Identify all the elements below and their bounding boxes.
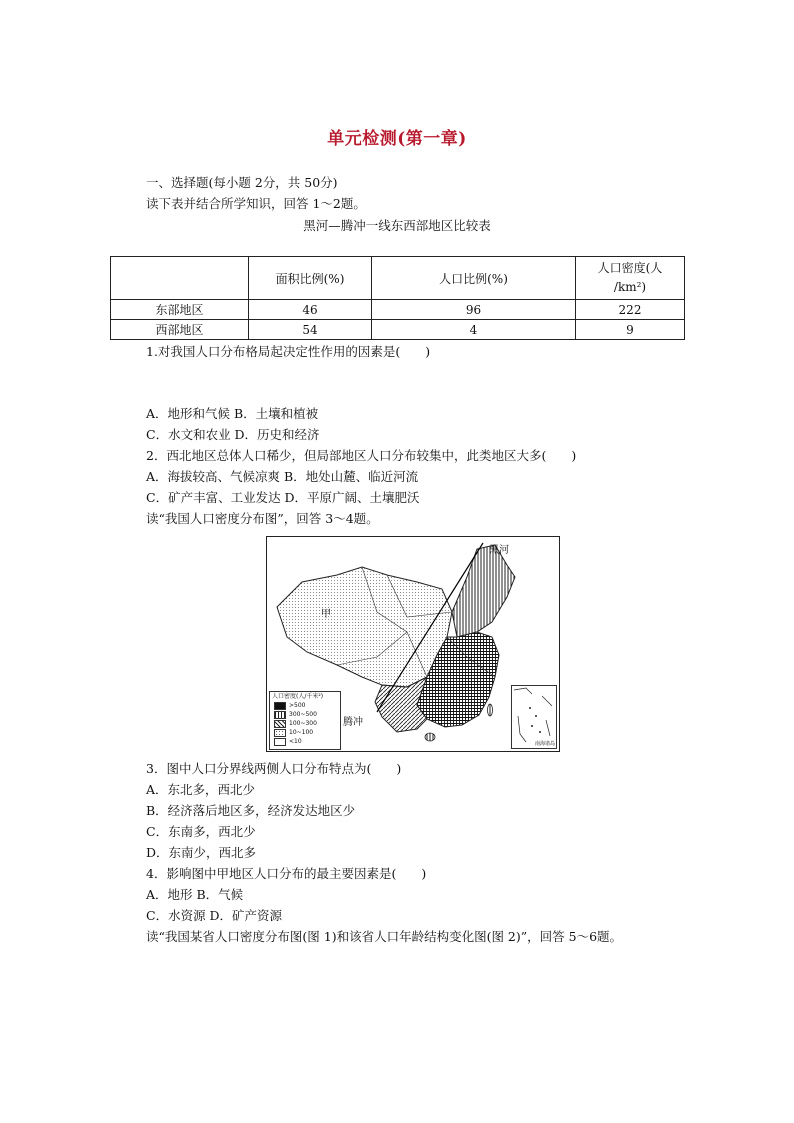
legend-swatch: [274, 729, 286, 737]
question-3-option-a: A．东北多，西北少: [146, 782, 256, 797]
instruction-text: 读“我国某省人口密度分布图(图 1)和该省人口年龄结构变化图(图 2)”，回答 5～6题。: [146, 929, 623, 944]
table-cell: 4: [372, 320, 576, 340]
section-heading: 一、选择题(每小题 2分，共 50分): [146, 175, 338, 190]
northeast-region: [452, 545, 515, 637]
legend-item: [270, 719, 340, 728]
table-cell: 222: [576, 300, 685, 320]
legend-label: 100~300: [289, 720, 317, 727]
question-3-option-d: D．东南少，西北多: [146, 845, 257, 860]
legend-label: 300~500: [289, 711, 317, 718]
question-1-options-cd: C．水文和农业 D．历史和经济: [146, 427, 320, 442]
label-tengchong: 腾冲: [343, 717, 363, 728]
legend-item: [270, 737, 340, 746]
question-2-options-cd: C．矿产丰富、工业发达 D．平原广阔、土壤肥沃: [146, 490, 420, 505]
question-4-options-ab: A．地形 B．气候: [146, 887, 244, 902]
legend-swatch: [274, 702, 286, 710]
instruction-text: 读“我国人口密度分布图”，回答 3～4题。: [146, 511, 379, 526]
hainan-island: [425, 733, 435, 741]
header-density-line1: 人口密度(人: [597, 261, 663, 275]
table-cell: 9: [576, 320, 685, 340]
page-title: 单元检测(第一章): [327, 129, 467, 149]
table-header-cell: 面积比例(%): [249, 257, 372, 300]
question-2-options-ab: A．海拔较高、气候凉爽 B．地处山麓、临近河流: [146, 469, 419, 484]
legend-swatch: [274, 711, 286, 719]
map-legend: [269, 691, 341, 750]
question-2-stem: 2．西北地区总体人口稀少，但局部地区人口分布较集中，此类地区大多( ): [146, 448, 577, 463]
comparison-table: [110, 256, 685, 340]
question-3-option-c: C．东南多，西北少: [146, 824, 256, 839]
legend-label: >500: [289, 702, 306, 709]
legend-swatch: [274, 738, 286, 746]
inset-drawing: [512, 686, 556, 748]
header-density-line2: /km²): [613, 280, 647, 294]
taiwan-island: [488, 704, 493, 716]
table-cell: 96: [372, 300, 576, 320]
table-cell: 东部地区: [111, 300, 249, 320]
question-3-stem: 3．图中人口分界线两侧人口分布特点为( ): [146, 761, 402, 776]
table-header-cell: 人口比例(%): [372, 257, 576, 300]
south-china-sea-inset: [511, 685, 557, 749]
table-row: [111, 320, 685, 340]
legend-label: 10~100: [289, 729, 314, 736]
table-header-cell: [111, 257, 249, 300]
legend-title: 人口密度(人/千米²): [272, 693, 324, 700]
label-heihe: 黑河: [489, 545, 509, 556]
instruction-text: 读下表并结合所学知识，回答 1～2题。: [146, 196, 366, 211]
question-1-stem: 1.对我国人口分布格局起决定性作用的因素是( ): [146, 344, 431, 359]
table-cell: 54: [249, 320, 372, 340]
legend-item: [270, 728, 340, 737]
table-cell: 46: [249, 300, 372, 320]
population-density-map: [266, 536, 560, 752]
table-header-row: [111, 257, 685, 300]
table-row: [111, 300, 685, 320]
question-1-options-ab: A．地形和气候 B．土壤和植被: [146, 406, 319, 421]
table-caption: 黑河—腾冲一线东西部地区比较表: [303, 218, 491, 233]
table-cell: 西部地区: [111, 320, 249, 340]
label-jia: 甲: [321, 609, 331, 620]
table-header-cell: [576, 257, 685, 300]
legend-swatch: [274, 720, 286, 728]
legend-item: [270, 710, 340, 719]
inset-label: 南海诸岛: [534, 741, 555, 747]
legend-item: [270, 701, 340, 710]
west-region: [277, 567, 452, 687]
question-4-options-cd: C．水资源 D．矿产资源: [146, 908, 283, 923]
legend-label: <10: [289, 738, 302, 745]
question-4-stem: 4．影响图中甲地区人口分布的最主要因素是( ): [146, 866, 427, 881]
question-3-option-b: B．经济落后地区多，经济发达地区少: [146, 803, 356, 818]
